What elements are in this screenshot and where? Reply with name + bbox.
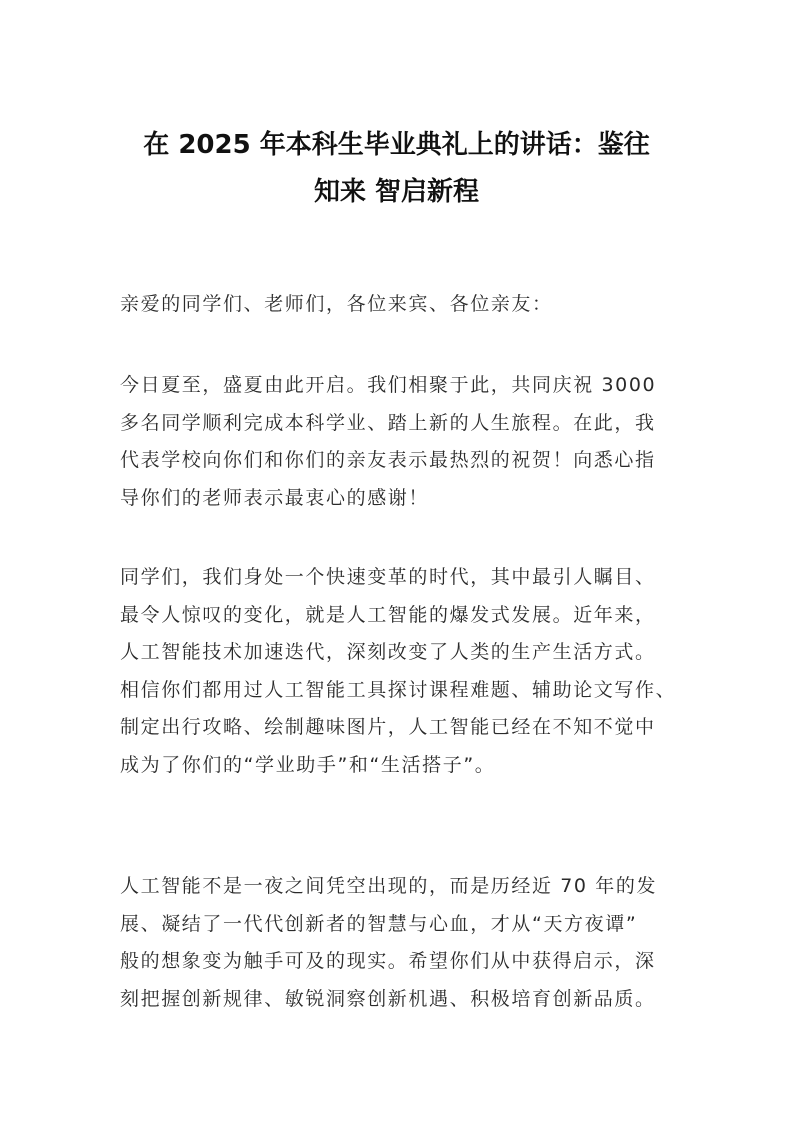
paragraph-line: 多名同学顺利完成本科学业、踏上新的人生旅程。在此，我 xyxy=(120,411,656,434)
paragraph-line: 刻把握创新规律、敏锐洞察创新机遇、积极培育创新品质。 xyxy=(120,987,656,1010)
title-line-1: 在 2025 年本科生毕业典礼上的讲话：鉴往 xyxy=(143,130,650,160)
paragraph-line: 般的想象变为触手可及的现实。希望你们从中获得启示，深 xyxy=(120,950,656,973)
paragraph-line: 成为了你们的“学业助手”和“生活搭子”。 xyxy=(120,753,496,776)
greeting-line: 亲爱的同学们、老师们，各位来宾、各位亲友： xyxy=(120,293,553,315)
paragraph-line: 同学们，我们身处一个快速变革的时代，其中最引人瞩目、 xyxy=(120,566,656,588)
paragraph-line: 今日夏至，盛夏由此开启。我们相聚于此，共同庆祝 3000 xyxy=(120,374,657,396)
paragraph-line: 导你们的老师表示最衷心的感谢！ xyxy=(120,486,430,509)
title-line-2: 知来 智启新程 xyxy=(313,177,480,207)
paragraph-line: 相信你们都用过人工智能工具探讨课程难题、辅助论文写作、 xyxy=(120,678,677,701)
paragraph-3 xyxy=(120,868,700,1018)
paragraph-line: 最令人惊叹的变化，就是人工智能的爆发式发展。近年来， xyxy=(120,603,656,626)
paragraph-2 xyxy=(120,559,700,785)
paragraph-1 xyxy=(120,367,700,517)
paragraph-line: 代表学校向你们和你们的亲友表示最热烈的祝贺！向悉心指 xyxy=(120,449,656,472)
greeting xyxy=(120,286,700,324)
document-title xyxy=(0,122,793,216)
paragraph-line: 展、凝结了一代代创新者的智慧与心血，才从“天方夜谭” xyxy=(120,912,638,935)
paragraph-line: 人工智能不是一夜之间凭空出现的，而是历经近 70 年的发 xyxy=(120,875,658,897)
paragraph-line: 制定出行攻略、绘制趣味图片，人工智能已经在不知不觉中 xyxy=(120,716,656,739)
paragraph-line: 人工智能技术加速迭代，深刻改变了人类的生产生活方式。 xyxy=(120,641,656,664)
